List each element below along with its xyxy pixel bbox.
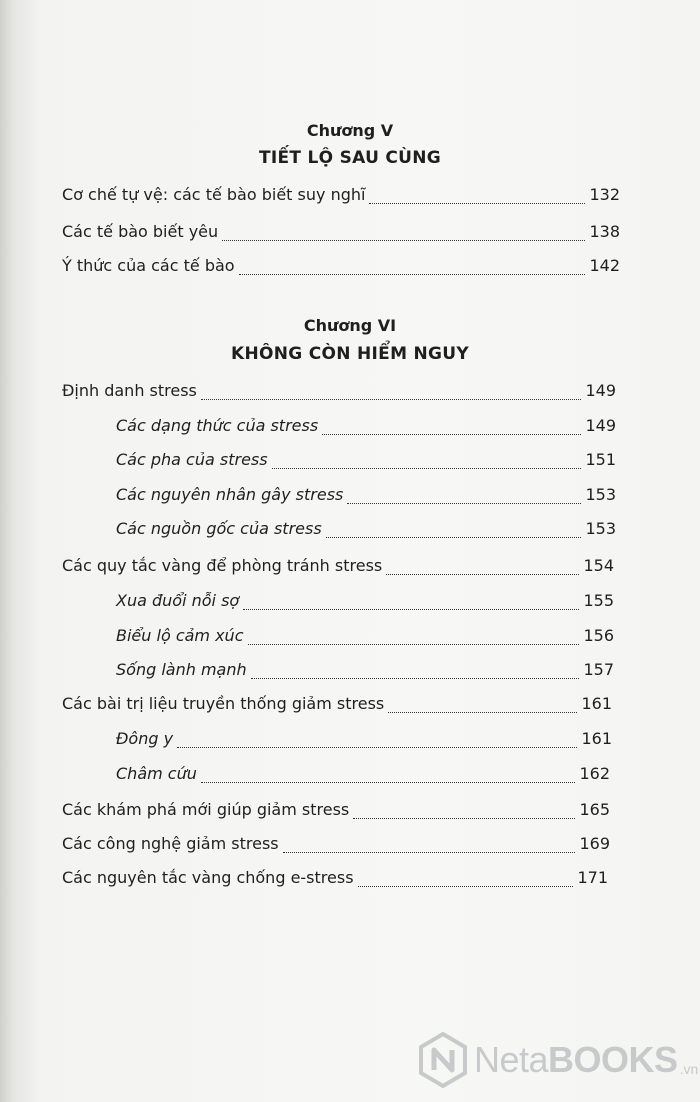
toc-entry-text: Biểu lộ cảm xúc [116, 626, 244, 645]
toc-entry-text: Các nguyên nhân gây stress [116, 485, 344, 504]
toc-entry-text: Đông y [116, 729, 174, 748]
toc-entry-text: Sống lành mạnh [116, 660, 247, 679]
toc-entry-text: Các công nghệ giảm stress [62, 834, 279, 853]
chapter-6-label: Chương VI [303, 316, 397, 335]
toc-entry-text: Các pha của stress [116, 450, 268, 469]
toc-subentry[interactable] [116, 485, 616, 507]
toc-entry[interactable] [62, 556, 614, 578]
leader-dots [388, 712, 577, 713]
toc-entry-text: Các nguồn gốc của stress [116, 519, 322, 538]
toc-entry-page: 161 [581, 694, 612, 713]
toc-entry-page: 149 [585, 381, 616, 400]
toc-entry-text: Các khám phá mới giúp giảm stress [62, 800, 350, 819]
chapter-5-label: Chương V [306, 121, 394, 140]
toc-subentry[interactable] [116, 591, 614, 613]
leader-dots [201, 782, 576, 783]
toc-subentry[interactable] [116, 660, 614, 682]
leader-dots [347, 503, 581, 504]
toc-entry-page: 153 [585, 485, 616, 504]
leader-dots [326, 537, 582, 538]
toc-entry-page: 161 [581, 729, 612, 748]
leader-dots [251, 678, 580, 679]
leader-dots [283, 852, 576, 853]
watermark-suffix: .vn [679, 1061, 699, 1077]
leader-dots [358, 886, 574, 887]
toc-entry-text: Các dạng thức của stress [116, 416, 319, 435]
toc-subentry[interactable] [116, 764, 610, 786]
toc-entry[interactable] [62, 381, 616, 403]
leader-dots [272, 468, 582, 469]
leader-dots [222, 240, 585, 241]
toc-entry-page: 151 [585, 450, 616, 469]
toc-subentry[interactable] [116, 519, 616, 541]
toc-entry[interactable] [62, 800, 610, 822]
toc-entry[interactable] [62, 868, 608, 890]
leader-dots [177, 747, 577, 748]
toc-entry-page: 153 [585, 519, 616, 538]
toc-entry-page: 156 [583, 626, 614, 645]
toc-entry-page: 165 [579, 800, 610, 819]
chapter-5-title: TIẾT LỘ SAU CÙNG [258, 148, 442, 168]
toc-entry[interactable] [62, 834, 610, 856]
toc-entry-text: Châm cứu [116, 764, 197, 783]
toc-entry-page: 169 [579, 834, 610, 853]
toc-entry-text: Các tế bào biết yêu [62, 222, 219, 241]
toc-entry-text: Các nguyên tắc vàng chống e-stress [62, 868, 354, 887]
leader-dots [239, 274, 586, 275]
toc-entry-text: Ý thức của các tế bào [62, 256, 235, 275]
leader-dots [386, 574, 579, 575]
toc-entry-text: Cơ chế tự vệ: các tế bào biết suy nghĩ [62, 185, 366, 204]
toc-entry[interactable] [62, 256, 620, 278]
leader-dots [243, 609, 579, 610]
toc-entry[interactable] [62, 185, 620, 207]
toc-entry-text: Định danh stress [62, 381, 197, 400]
watermark-brand-light: Neta [474, 1039, 549, 1080]
toc-entry[interactable] [62, 222, 620, 244]
toc-entry-page: 155 [583, 591, 614, 610]
toc-entry-page: 138 [589, 222, 620, 241]
toc-entry-text: Xua đuổi nỗi sợ [116, 591, 240, 610]
toc-entry-page: 132 [589, 185, 620, 204]
toc-entry-text: Các quy tắc vàng để phòng tránh stress [62, 556, 383, 575]
toc-entry-page: 149 [585, 416, 616, 435]
toc-entry-page: 171 [577, 868, 608, 887]
toc-entry[interactable] [62, 694, 612, 716]
leader-dots [322, 434, 581, 435]
chapter-6-title: KHÔNG CÒN HIỂM NGUY [230, 344, 470, 364]
watermark-brand-bold: BOOKS [548, 1039, 678, 1080]
toc-subentry[interactable] [116, 450, 616, 472]
toc-entry-page: 162 [579, 764, 610, 783]
toc-subentry[interactable] [116, 626, 614, 648]
netabooks-logo-icon [418, 1032, 468, 1088]
leader-dots [369, 203, 585, 204]
leader-dots [201, 399, 582, 400]
toc-subentry[interactable] [116, 729, 612, 751]
toc-entry-page: 154 [583, 556, 614, 575]
leader-dots [353, 818, 575, 819]
toc-entry-page: 142 [589, 256, 620, 275]
toc-entry-text: Các bài trị liệu truyền thống giảm stress [62, 694, 385, 713]
toc-subentry[interactable] [116, 416, 616, 438]
watermark-brand [474, 1039, 678, 1081]
toc-entry-page: 157 [583, 660, 614, 679]
netabooks-watermark [418, 1030, 698, 1090]
leader-dots [248, 644, 580, 645]
